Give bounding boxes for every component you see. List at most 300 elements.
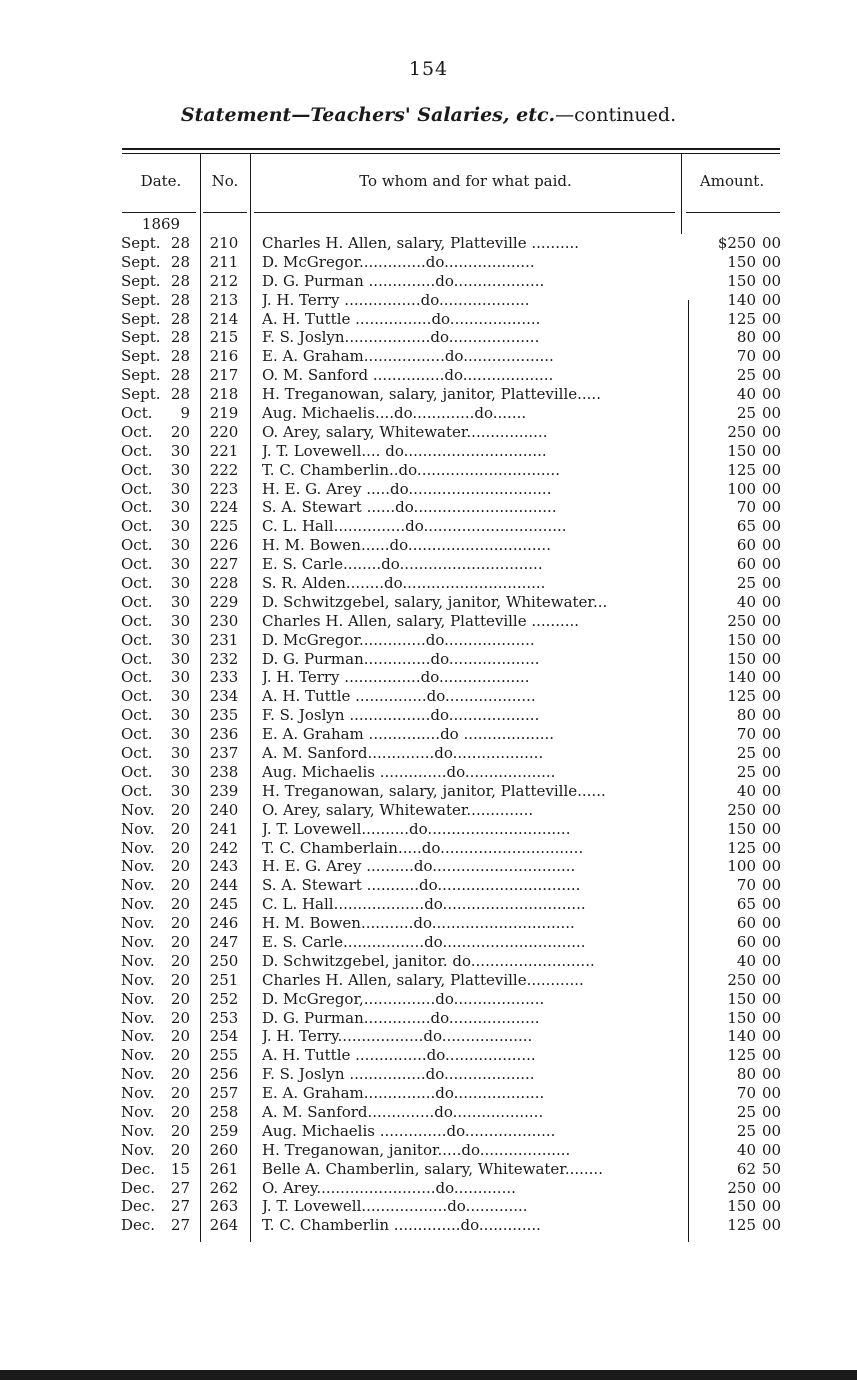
row-day: 30 [170, 479, 190, 498]
row-cents: 00 [762, 857, 782, 876]
row-month: Nov. [121, 989, 155, 1008]
row-month: Oct. [121, 555, 153, 574]
row-day: 20 [170, 1121, 190, 1140]
row-description: J. T. Lovewell..................do............. [262, 1197, 528, 1216]
row-amount: 70 [736, 347, 756, 366]
row-amount: 25 [736, 1102, 756, 1121]
row-description: H. M. Bowen......do.............................. [262, 536, 551, 555]
row-month: Oct. [121, 441, 153, 460]
row-month: Sept. [121, 347, 161, 366]
table-row [0, 801, 857, 820]
row-voucher-no: 262 [209, 1178, 239, 1197]
row-month: Oct. [121, 781, 153, 800]
table-row [0, 1009, 857, 1028]
row-day: 30 [170, 611, 190, 630]
row-description: O. Arey, salary, Whitewater.............. [262, 800, 534, 819]
row-voucher-no: 217 [209, 366, 239, 385]
row-cents: 00 [762, 1121, 782, 1140]
row-day: 30 [170, 668, 190, 687]
row-month: Dec. [121, 1178, 156, 1197]
row-day: 20 [170, 1046, 190, 1065]
row-amount: 40 [736, 592, 756, 611]
table-row [0, 234, 857, 253]
table-row [0, 612, 857, 631]
row-amount: 70 [736, 876, 756, 895]
row-description: D. McGregor,...............do................... [262, 989, 545, 1008]
row-description: F. S. Joslyn ................do................... [262, 1065, 535, 1084]
row-amount: $250 [717, 234, 756, 252]
table-row [0, 650, 857, 669]
row-day: 20 [170, 970, 190, 989]
row-amount: 80 [736, 1065, 756, 1084]
row-day: 28 [170, 309, 190, 328]
row-month: Dec. [121, 1197, 156, 1216]
row-day: 27 [170, 1216, 190, 1235]
row-description: C. L. Hall...................do.............................. [262, 895, 586, 914]
row-month: Nov. [121, 1121, 155, 1140]
row-month: Sept. [121, 271, 161, 290]
row-day: 30 [170, 725, 190, 744]
row-cents: 00 [762, 309, 782, 328]
row-voucher-no: 214 [209, 309, 239, 328]
row-cents: 00 [762, 630, 782, 649]
row-month: Oct. [121, 592, 153, 611]
row-amount: 60 [736, 914, 756, 933]
row-amount: 100 [727, 857, 756, 876]
row-cents: 00 [762, 328, 782, 347]
row-description: A. H. Tuttle ................do................... [262, 309, 541, 328]
row-month: Nov. [121, 951, 155, 970]
row-description: H. E. G. Arey .....do.............................. [262, 479, 552, 498]
row-month: Oct. [121, 630, 153, 649]
table-row [0, 914, 857, 933]
row-cents: 00 [762, 895, 782, 914]
row-amount: 250 [727, 422, 756, 441]
row-day: 30 [170, 649, 190, 668]
row-voucher-no: 224 [209, 498, 239, 517]
row-day: 28 [170, 328, 190, 347]
page-title [0, 104, 857, 126]
row-month: Oct. [121, 460, 153, 479]
row-day: 20 [170, 1140, 190, 1159]
row-description: J. T. Lovewell..........do.............................. [262, 819, 571, 838]
row-month: Nov. [121, 876, 155, 895]
row-description: O. Arey, salary, Whitewater................. [262, 422, 548, 441]
row-month: Oct. [121, 517, 153, 536]
row-voucher-no: 216 [209, 347, 239, 366]
row-month: Nov. [121, 1008, 155, 1027]
table-row [0, 442, 857, 461]
row-cents: 00 [762, 536, 782, 555]
row-cents: 00 [762, 800, 782, 819]
row-voucher-no: 263 [209, 1197, 239, 1216]
row-description: D. McGregor..............do................... [262, 630, 535, 649]
row-voucher-no: 245 [209, 895, 239, 914]
row-day: 28 [170, 290, 190, 309]
row-amount: 150 [727, 630, 756, 649]
row-cents: 00 [762, 290, 782, 309]
table-row [0, 593, 857, 612]
row-amount: 150 [727, 819, 756, 838]
row-description: Charles H. Allen, salary, Platteville .......... [262, 234, 580, 252]
page-title-continued: —continued. [555, 104, 677, 126]
row-voucher-no: 238 [209, 762, 239, 781]
row-amount: 62 [736, 1159, 756, 1178]
row-month: Nov. [121, 1046, 155, 1065]
row-month: Sept. [121, 328, 161, 347]
row-amount: 150 [727, 441, 756, 460]
row-month: Oct. [121, 611, 153, 630]
row-day: 30 [170, 781, 190, 800]
row-description: F. S. Joslyn..................do................... [262, 328, 540, 347]
row-cents: 00 [762, 385, 782, 404]
row-amount: 40 [736, 1140, 756, 1159]
row-cents: 00 [762, 517, 782, 536]
table-row [0, 706, 857, 725]
row-voucher-no: 261 [209, 1159, 239, 1178]
row-cents: 00 [762, 611, 782, 630]
row-day: 30 [170, 498, 190, 517]
row-amount: 125 [727, 838, 756, 857]
row-voucher-no: 223 [209, 479, 239, 498]
row-voucher-no: 232 [209, 649, 239, 668]
row-day: 20 [170, 857, 190, 876]
table-row [0, 725, 857, 744]
table-row [0, 876, 857, 895]
row-amount: 150 [727, 989, 756, 1008]
row-description: H. M. Bowen...........do.............................. [262, 914, 575, 933]
table-row [0, 555, 857, 574]
row-amount: 40 [736, 781, 756, 800]
row-cents: 00 [762, 404, 782, 423]
row-description: C. L. Hall...............do.............................. [262, 517, 567, 536]
row-voucher-no: 243 [209, 857, 239, 876]
row-cents: 00 [762, 951, 782, 970]
row-day: 28 [170, 234, 190, 252]
row-cents: 00 [762, 876, 782, 895]
table-row [0, 839, 857, 858]
row-day: 20 [170, 1102, 190, 1121]
row-voucher-no: 254 [209, 1027, 239, 1046]
row-cents: 00 [762, 1216, 782, 1235]
row-cents: 00 [762, 725, 782, 744]
row-voucher-no: 212 [209, 271, 239, 290]
row-cents: 00 [762, 234, 782, 252]
row-amount: 250 [727, 1178, 756, 1197]
row-month: Oct. [121, 498, 153, 517]
row-month: Oct. [121, 725, 153, 744]
row-amount: 25 [736, 762, 756, 781]
row-cents: 00 [762, 1046, 782, 1065]
row-day: 30 [170, 460, 190, 479]
row-cents: 00 [762, 1102, 782, 1121]
row-month: Sept. [121, 252, 161, 271]
table-row [0, 272, 857, 291]
row-day: 30 [170, 744, 190, 763]
row-description: D. G. Purman..............do................... [262, 649, 540, 668]
row-day: 20 [170, 800, 190, 819]
table-row [0, 498, 857, 517]
row-day: 20 [170, 914, 190, 933]
row-day: 20 [170, 989, 190, 1008]
table-row [0, 1065, 857, 1084]
column-divider-desc-top [681, 154, 682, 234]
row-voucher-no: 264 [209, 1216, 239, 1235]
table-row [0, 952, 857, 971]
row-day: 9 [180, 404, 190, 423]
row-month: Nov. [121, 1084, 155, 1103]
row-description: A. M. Sanford..............do................... [262, 744, 544, 763]
row-day: 28 [170, 347, 190, 366]
row-day: 15 [170, 1159, 190, 1178]
row-month: Oct. [121, 479, 153, 498]
row-month: Oct. [121, 744, 153, 763]
row-month: Nov. [121, 970, 155, 989]
table-row [0, 574, 857, 593]
row-voucher-no: 213 [209, 290, 239, 309]
row-day: 27 [170, 1197, 190, 1216]
table-row [0, 1103, 857, 1122]
row-description: S. A. Stewart ......do.............................. [262, 498, 557, 517]
row-day: 20 [170, 932, 190, 951]
row-voucher-no: 242 [209, 838, 239, 857]
row-day: 20 [170, 1084, 190, 1103]
table-row [0, 1046, 857, 1065]
row-cents: 00 [762, 781, 782, 800]
row-month: Oct. [121, 536, 153, 555]
row-cents: 00 [762, 574, 782, 593]
row-description: S. A. Stewart ...........do.............................. [262, 876, 581, 895]
table-row [0, 820, 857, 839]
column-header-no: No. [211, 172, 239, 190]
row-description: O. M. Sanford ...............do................... [262, 366, 554, 385]
row-day: 20 [170, 838, 190, 857]
row-amount: 25 [736, 574, 756, 593]
row-voucher-no: 252 [209, 989, 239, 1008]
row-description: J. T. Lovewell.... do.............................. [262, 441, 547, 460]
header-rule-thick [122, 148, 780, 150]
row-day: 30 [170, 555, 190, 574]
row-cents: 00 [762, 366, 782, 385]
row-amount: 250 [727, 611, 756, 630]
row-amount: 40 [736, 385, 756, 404]
table-row [0, 404, 857, 423]
table-row [0, 1216, 857, 1235]
row-day: 20 [170, 895, 190, 914]
row-month: Oct. [121, 687, 153, 706]
row-amount: 140 [727, 668, 756, 687]
row-voucher-no: 259 [209, 1121, 239, 1140]
table-row [0, 291, 857, 310]
table-row [0, 668, 857, 687]
row-description: D. G. Purman ..............do................... [262, 271, 545, 290]
row-description: F. S. Joslyn .................do................... [262, 706, 540, 725]
row-month: Nov. [121, 932, 155, 951]
row-voucher-no: 215 [209, 328, 239, 347]
row-amount: 60 [736, 932, 756, 951]
row-description: E. S. Carle.................do.............................. [262, 932, 586, 951]
row-amount: 70 [736, 725, 756, 744]
row-description: O. Arey.........................do............. [262, 1178, 516, 1197]
row-voucher-no: 229 [209, 592, 239, 611]
row-day: 30 [170, 441, 190, 460]
table-row [0, 253, 857, 272]
row-month: Oct. [121, 649, 153, 668]
row-voucher-no: 233 [209, 668, 239, 687]
row-month: Oct. [121, 574, 153, 593]
row-cents: 00 [762, 687, 782, 706]
row-month: Nov. [121, 914, 155, 933]
row-voucher-no: 260 [209, 1140, 239, 1159]
row-cents: 00 [762, 498, 782, 517]
row-month: Nov. [121, 800, 155, 819]
row-description: Aug. Michaelis....do.............do....... [262, 404, 527, 423]
table-row [0, 782, 857, 801]
row-amount: 140 [727, 1027, 756, 1046]
row-day: 30 [170, 630, 190, 649]
row-cents: 00 [762, 932, 782, 951]
row-amount: 125 [727, 309, 756, 328]
row-voucher-no: 230 [209, 611, 239, 630]
row-cents: 00 [762, 271, 782, 290]
table-row [0, 857, 857, 876]
row-cents: 00 [762, 1065, 782, 1084]
row-description: A. M. Sanford..............do................... [262, 1102, 544, 1121]
row-cents: 00 [762, 592, 782, 611]
row-amount: 40 [736, 951, 756, 970]
row-voucher-no: 247 [209, 932, 239, 951]
row-cents: 00 [762, 914, 782, 933]
row-day: 30 [170, 592, 190, 611]
row-amount: 150 [727, 649, 756, 668]
row-day: 30 [170, 517, 190, 536]
table-row [0, 933, 857, 952]
row-voucher-no: 244 [209, 876, 239, 895]
row-description: H. Treganowan, janitor.....do................... [262, 1140, 571, 1159]
row-amount: 70 [736, 498, 756, 517]
row-month: Nov. [121, 1102, 155, 1121]
column-header-description: To whom and for what paid. [359, 172, 572, 190]
row-day: 28 [170, 271, 190, 290]
row-amount: 150 [727, 1197, 756, 1216]
row-description: Aug. Michaelis ..............do................... [262, 1121, 556, 1140]
row-month: Nov. [121, 895, 155, 914]
row-day: 20 [170, 951, 190, 970]
row-cents: 00 [762, 649, 782, 668]
row-cents: 00 [762, 744, 782, 763]
row-cents: 00 [762, 970, 782, 989]
row-description: E. A. Graham.................do................... [262, 347, 554, 366]
row-voucher-no: 225 [209, 517, 239, 536]
table-row [0, 1084, 857, 1103]
row-month: Dec. [121, 1216, 156, 1235]
table-row [0, 990, 857, 1009]
row-day: 30 [170, 536, 190, 555]
row-description: Charles H. Allen, salary, Platteville............ [262, 970, 584, 989]
row-day: 27 [170, 1178, 190, 1197]
header-underline-description [254, 212, 675, 213]
row-day: 30 [170, 574, 190, 593]
row-voucher-no: 239 [209, 781, 239, 800]
row-amount: 100 [727, 479, 756, 498]
table-row [0, 1141, 857, 1160]
row-amount: 25 [736, 366, 756, 385]
table-row [0, 385, 857, 404]
row-day: 20 [170, 1027, 190, 1046]
row-day: 20 [170, 1065, 190, 1084]
row-month: Sept. [121, 366, 161, 385]
row-voucher-no: 258 [209, 1102, 239, 1121]
row-voucher-no: 255 [209, 1046, 239, 1065]
row-amount: 60 [736, 536, 756, 555]
row-voucher-no: 226 [209, 536, 239, 555]
row-day: 20 [170, 876, 190, 895]
row-month: Sept. [121, 385, 161, 404]
row-voucher-no: 210 [209, 234, 239, 252]
row-cents: 00 [762, 555, 782, 574]
row-amount: 150 [727, 271, 756, 290]
row-day: 20 [170, 422, 190, 441]
row-description: D. Schwitzgebel, salary, janitor, Whitewater... [262, 592, 608, 611]
table-row [0, 423, 857, 442]
row-cents: 00 [762, 1084, 782, 1103]
row-description: D. G. Purman..............do................... [262, 1008, 540, 1027]
header-underline-amount [686, 212, 780, 213]
row-description: T. C. Chamberlain.....do.............................. [262, 838, 584, 857]
row-month: Nov. [121, 1027, 155, 1046]
row-amount: 70 [736, 1084, 756, 1103]
row-voucher-no: 227 [209, 555, 239, 574]
row-amount: 125 [727, 687, 756, 706]
row-description: E. S. Carle........do.............................. [262, 555, 543, 574]
page-bottom-edge [0, 1370, 857, 1380]
row-day: 20 [170, 819, 190, 838]
row-amount: 65 [736, 895, 756, 914]
row-cents: 00 [762, 989, 782, 1008]
table-row [0, 1160, 857, 1179]
row-cents: 00 [762, 1178, 782, 1197]
table-row [0, 1197, 857, 1216]
row-day: 30 [170, 706, 190, 725]
row-cents: 00 [762, 819, 782, 838]
row-cents: 00 [762, 1197, 782, 1216]
row-cents: 00 [762, 479, 782, 498]
row-cents: 00 [762, 668, 782, 687]
table-row [0, 536, 857, 555]
table-row [0, 328, 857, 347]
header-underline-date [122, 212, 196, 213]
row-month: Nov. [121, 1065, 155, 1084]
table-row [0, 631, 857, 650]
row-description: H. E. G. Arey ..........do.............................. [262, 857, 576, 876]
row-amount: 60 [736, 555, 756, 574]
page-title-main: Statement—Teachers' Salaries, etc. [180, 104, 556, 126]
row-amount: 25 [736, 1121, 756, 1140]
row-description: J. H. Terry..................do................... [262, 1027, 533, 1046]
row-voucher-no: 253 [209, 1008, 239, 1027]
row-month: Oct. [121, 404, 153, 423]
row-month: Nov. [121, 857, 155, 876]
row-description: H. Treganowan, salary, janitor, Platteville..... [262, 385, 601, 404]
row-month: Nov. [121, 838, 155, 857]
row-amount: 150 [727, 252, 756, 271]
row-description: D. McGregor..............do................... [262, 252, 535, 271]
row-voucher-no: 231 [209, 630, 239, 649]
table-row [0, 687, 857, 706]
table-row [0, 366, 857, 385]
row-amount: 80 [736, 706, 756, 725]
row-amount: 250 [727, 970, 756, 989]
